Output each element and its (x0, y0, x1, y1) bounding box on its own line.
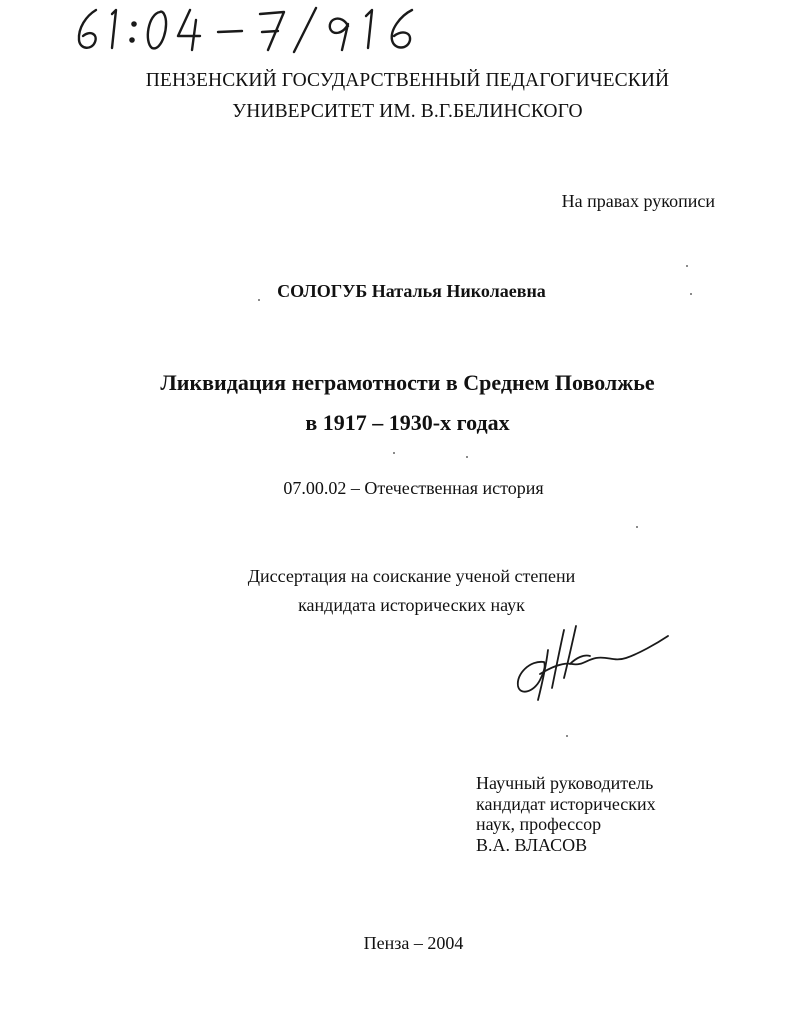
supervisor-role: Научный руководитель (476, 773, 654, 793)
scan-speck (393, 452, 395, 454)
handwritten-signature (510, 622, 675, 707)
scan-speck (258, 299, 260, 301)
degree-line-2: кандидата исторических наук (298, 595, 525, 615)
handwritten-archive-code (72, 6, 452, 54)
city-and-year: Пенза – 2004 (363, 933, 464, 953)
degree-line-1: Диссертация на соискание ученой степени (247, 566, 576, 586)
thesis-title-line-2: в 1917 – 1930-х годах (305, 410, 510, 435)
scan-speck (466, 456, 468, 458)
scan-speck (686, 265, 688, 267)
specialty-code: 07.00.02 – Отечественная история (283, 478, 544, 498)
institution-line-1: ПЕНЗЕНСКИЙ ГОСУДАРСТВЕННЫЙ ПЕДАГОГИЧЕСКИЙ (145, 70, 670, 91)
manuscript-note: На правах рукописи (561, 191, 715, 211)
institution-line-2: УНИВЕРСИТЕТ ИМ. В.Г.БЕЛИНСКОГО (232, 101, 583, 122)
supervisor-rank: наук, профессор (476, 814, 602, 834)
supervisor-block (476, 773, 656, 855)
supervisor-degree: кандидат исторических (476, 793, 656, 814)
author-name: СОЛОГУБ Наталья Николаевна (277, 281, 546, 301)
thesis-title-line-1: Ликвидация неграмотности в Среднем Поволжье (160, 370, 655, 395)
scan-speck (690, 293, 692, 295)
scan-speck (636, 526, 638, 528)
scan-speck (566, 735, 568, 737)
supervisor-name: В.А. ВЛАСОВ (476, 834, 588, 855)
